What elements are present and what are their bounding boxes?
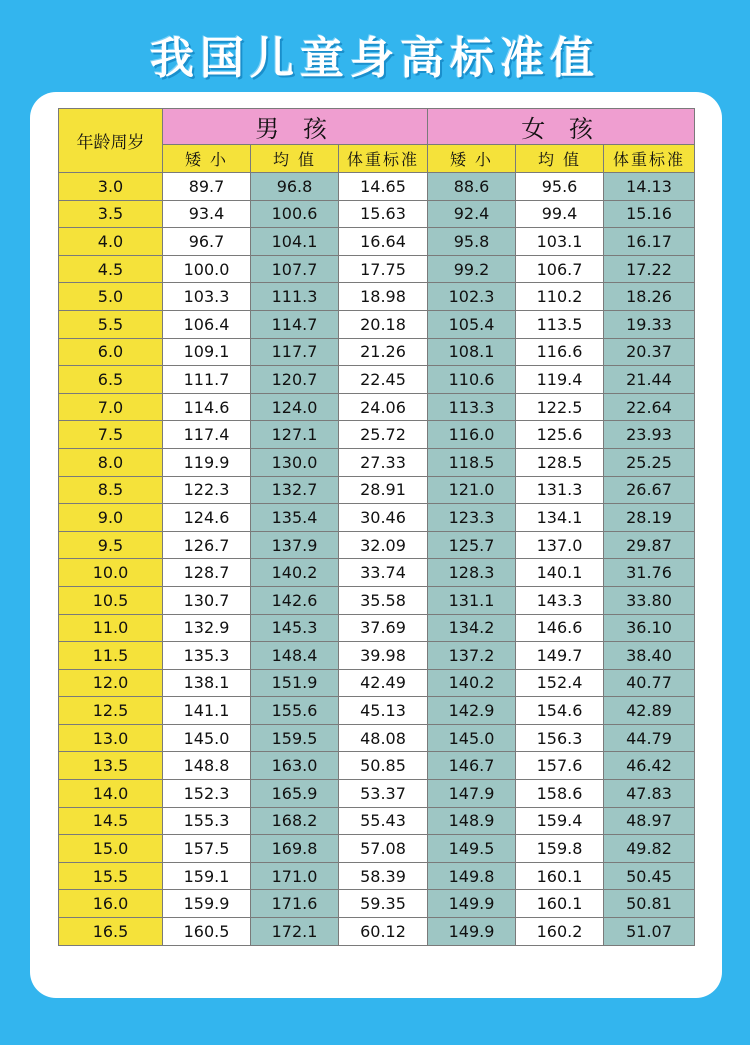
boys-weight-cell: 48.08: [339, 724, 428, 752]
table-row: [59, 476, 695, 504]
age-cell: 9.5: [59, 531, 163, 559]
table-row: [59, 835, 695, 863]
boys-mean-cell: 165.9: [251, 780, 339, 808]
girls-weight-cell: 23.93: [604, 421, 695, 449]
table-row: [59, 255, 695, 283]
girls-weight-cell: 47.83: [604, 780, 695, 808]
girls-weight-cell: 31.76: [604, 559, 695, 587]
table-row: [59, 586, 695, 614]
girls-short-cell: 145.0: [428, 724, 516, 752]
age-cell: 7.5: [59, 421, 163, 449]
boys-short-cell: 109.1: [163, 338, 251, 366]
boys-weight-cell: 45.13: [339, 697, 428, 725]
girls-short-cell: 137.2: [428, 642, 516, 670]
boys-short-cell: 100.0: [163, 255, 251, 283]
girls-mean-cell: 158.6: [516, 780, 604, 808]
boys-short-cell: 132.9: [163, 614, 251, 642]
girls-short-cell: 88.6: [428, 173, 516, 201]
table-row: [59, 890, 695, 918]
boys-weight-cell: 21.26: [339, 338, 428, 366]
girls-weight-cell: 29.87: [604, 531, 695, 559]
boys-weight-cell: 57.08: [339, 835, 428, 863]
age-cell: 16.0: [59, 890, 163, 918]
age-cell: 8.5: [59, 476, 163, 504]
girls-weight-cell: 36.10: [604, 614, 695, 642]
age-cell: 6.5: [59, 366, 163, 394]
table-row: [59, 862, 695, 890]
boys-weight-cell: 50.85: [339, 752, 428, 780]
girls-mean-cell: 119.4: [516, 366, 604, 394]
boys-header: 男 孩: [163, 109, 428, 145]
boys-weight-cell: 33.74: [339, 559, 428, 587]
girls-short-cell: 128.3: [428, 559, 516, 587]
girls-weight-cell: 22.64: [604, 393, 695, 421]
girls-weight-cell: 49.82: [604, 835, 695, 863]
boys-mean-cell: 168.2: [251, 807, 339, 835]
girls-weight-cell: 33.80: [604, 586, 695, 614]
boys-mean-cell: 137.9: [251, 531, 339, 559]
table-row: [59, 559, 695, 587]
boys-short-cell: 128.7: [163, 559, 251, 587]
girls-weight-cell: 14.13: [604, 173, 695, 201]
boys-mean-cell: 114.7: [251, 310, 339, 338]
girls-mean-cell: 128.5: [516, 448, 604, 476]
age-cell: 11.5: [59, 642, 163, 670]
girls-short-cell: 149.8: [428, 862, 516, 890]
boys-weight-cell: 60.12: [339, 918, 428, 946]
girls-weight-cell: 21.44: [604, 366, 695, 394]
girls-mean-cell: 103.1: [516, 228, 604, 256]
boys-weight-header: 体重标准: [339, 145, 428, 173]
boys-short-cell: 96.7: [163, 228, 251, 256]
girls-short-cell: 116.0: [428, 421, 516, 449]
boys-short-cell: 159.1: [163, 862, 251, 890]
boys-mean-cell: 159.5: [251, 724, 339, 752]
height-standard-table: [58, 108, 695, 946]
girls-short-cell: 95.8: [428, 228, 516, 256]
girls-weight-header: 体重标准: [604, 145, 695, 173]
age-cell: 14.5: [59, 807, 163, 835]
age-cell: 10.5: [59, 586, 163, 614]
boys-short-cell: 119.9: [163, 448, 251, 476]
girls-weight-cell: 15.16: [604, 200, 695, 228]
age-cell: 10.0: [59, 559, 163, 587]
table-row: [59, 669, 695, 697]
girls-weight-cell: 20.37: [604, 338, 695, 366]
boys-weight-cell: 30.46: [339, 504, 428, 532]
boys-mean-header: 均 值: [251, 145, 339, 173]
boys-mean-cell: 132.7: [251, 476, 339, 504]
girls-short-cell: 134.2: [428, 614, 516, 642]
boys-mean-cell: 155.6: [251, 697, 339, 725]
girls-weight-cell: 16.17: [604, 228, 695, 256]
girls-short-cell: 118.5: [428, 448, 516, 476]
table-row: [59, 200, 695, 228]
boys-short-cell: 89.7: [163, 173, 251, 201]
girls-mean-cell: 159.4: [516, 807, 604, 835]
boys-mean-cell: 171.0: [251, 862, 339, 890]
girls-mean-cell: 146.6: [516, 614, 604, 642]
table-row: [59, 504, 695, 532]
girls-mean-cell: 154.6: [516, 697, 604, 725]
age-cell: 5.0: [59, 283, 163, 311]
boys-mean-cell: 107.7: [251, 255, 339, 283]
age-cell: 8.0: [59, 448, 163, 476]
girls-mean-cell: 110.2: [516, 283, 604, 311]
table-row: [59, 724, 695, 752]
table-row: [59, 338, 695, 366]
boys-weight-cell: 18.98: [339, 283, 428, 311]
table-row: [59, 531, 695, 559]
girls-mean-cell: 125.6: [516, 421, 604, 449]
table-row: [59, 393, 695, 421]
girls-short-cell: 99.2: [428, 255, 516, 283]
girls-weight-cell: 51.07: [604, 918, 695, 946]
boys-weight-cell: 22.45: [339, 366, 428, 394]
boys-weight-cell: 28.91: [339, 476, 428, 504]
girls-short-cell: 149.5: [428, 835, 516, 863]
boys-mean-cell: 163.0: [251, 752, 339, 780]
boys-short-header: 矮 小: [163, 145, 251, 173]
girls-mean-cell: 113.5: [516, 310, 604, 338]
boys-mean-cell: 142.6: [251, 586, 339, 614]
boys-weight-cell: 14.65: [339, 173, 428, 201]
girls-weight-cell: 25.25: [604, 448, 695, 476]
girls-weight-cell: 18.26: [604, 283, 695, 311]
girls-short-cell: 148.9: [428, 807, 516, 835]
boys-weight-cell: 37.69: [339, 614, 428, 642]
boys-mean-cell: 104.1: [251, 228, 339, 256]
girls-short-cell: 142.9: [428, 697, 516, 725]
table-row: [59, 310, 695, 338]
girls-mean-cell: 122.5: [516, 393, 604, 421]
girls-weight-cell: 17.22: [604, 255, 695, 283]
boys-short-cell: 152.3: [163, 780, 251, 808]
girls-weight-cell: 50.45: [604, 862, 695, 890]
table-row: [59, 283, 695, 311]
boys-weight-cell: 15.63: [339, 200, 428, 228]
girls-short-cell: 147.9: [428, 780, 516, 808]
table-row: [59, 780, 695, 808]
boys-weight-cell: 16.64: [339, 228, 428, 256]
age-cell: 15.0: [59, 835, 163, 863]
age-cell: 13.0: [59, 724, 163, 752]
boys-weight-cell: 17.75: [339, 255, 428, 283]
boys-mean-cell: 96.8: [251, 173, 339, 201]
boys-weight-cell: 27.33: [339, 448, 428, 476]
age-cell: 14.0: [59, 780, 163, 808]
boys-weight-cell: 58.39: [339, 862, 428, 890]
boys-mean-cell: 135.4: [251, 504, 339, 532]
girls-mean-cell: 157.6: [516, 752, 604, 780]
boys-short-cell: 138.1: [163, 669, 251, 697]
boys-short-cell: 145.0: [163, 724, 251, 752]
table-row: [59, 421, 695, 449]
girls-short-cell: 110.6: [428, 366, 516, 394]
boys-short-cell: 106.4: [163, 310, 251, 338]
boys-weight-cell: 32.09: [339, 531, 428, 559]
girls-mean-cell: 159.8: [516, 835, 604, 863]
boys-short-cell: 124.6: [163, 504, 251, 532]
girls-weight-cell: 38.40: [604, 642, 695, 670]
boys-weight-cell: 55.43: [339, 807, 428, 835]
girls-short-cell: 146.7: [428, 752, 516, 780]
girls-mean-cell: 99.4: [516, 200, 604, 228]
boys-mean-cell: 117.7: [251, 338, 339, 366]
boys-mean-cell: 127.1: [251, 421, 339, 449]
boys-mean-cell: 171.6: [251, 890, 339, 918]
girls-weight-cell: 28.19: [604, 504, 695, 532]
boys-short-cell: 157.5: [163, 835, 251, 863]
boys-mean-cell: 172.1: [251, 918, 339, 946]
boys-mean-cell: 145.3: [251, 614, 339, 642]
boys-short-cell: 103.3: [163, 283, 251, 311]
girls-short-cell: 102.3: [428, 283, 516, 311]
table-row: [59, 697, 695, 725]
table-row: [59, 807, 695, 835]
age-cell: 6.0: [59, 338, 163, 366]
girls-short-cell: 131.1: [428, 586, 516, 614]
boys-mean-cell: 140.2: [251, 559, 339, 587]
girls-weight-cell: 26.67: [604, 476, 695, 504]
table-row: [59, 614, 695, 642]
age-cell: 5.5: [59, 310, 163, 338]
girls-mean-cell: 160.1: [516, 890, 604, 918]
girls-weight-cell: 44.79: [604, 724, 695, 752]
girls-short-cell: 149.9: [428, 918, 516, 946]
boys-mean-cell: 100.6: [251, 200, 339, 228]
page-title: 我国儿童身高标准值: [150, 33, 600, 84]
girls-weight-cell: 50.81: [604, 890, 695, 918]
boys-short-cell: 93.4: [163, 200, 251, 228]
table-row: [59, 752, 695, 780]
boys-weight-cell: 25.72: [339, 421, 428, 449]
girls-mean-cell: 160.1: [516, 862, 604, 890]
age-cell: 12.0: [59, 669, 163, 697]
boys-mean-cell: 169.8: [251, 835, 339, 863]
girls-mean-cell: 160.2: [516, 918, 604, 946]
boys-weight-cell: 35.58: [339, 586, 428, 614]
girls-short-cell: 123.3: [428, 504, 516, 532]
age-cell: 4.0: [59, 228, 163, 256]
boys-weight-cell: 39.98: [339, 642, 428, 670]
table-body: [59, 173, 695, 946]
girls-mean-cell: 95.6: [516, 173, 604, 201]
girls-short-cell: 92.4: [428, 200, 516, 228]
boys-short-cell: 159.9: [163, 890, 251, 918]
age-cell: 7.0: [59, 393, 163, 421]
age-cell: 4.5: [59, 255, 163, 283]
boys-short-cell: 160.5: [163, 918, 251, 946]
girls-short-cell: 121.0: [428, 476, 516, 504]
girls-mean-cell: 134.1: [516, 504, 604, 532]
girls-mean-cell: 131.3: [516, 476, 604, 504]
girls-short-header: 矮 小: [428, 145, 516, 173]
boys-mean-cell: 120.7: [251, 366, 339, 394]
boys-short-cell: 117.4: [163, 421, 251, 449]
girls-weight-cell: 40.77: [604, 669, 695, 697]
girls-mean-cell: 152.4: [516, 669, 604, 697]
boys-short-cell: 111.7: [163, 366, 251, 394]
girls-header: 女 孩: [428, 109, 695, 145]
boys-short-cell: 130.7: [163, 586, 251, 614]
girls-mean-cell: 143.3: [516, 586, 604, 614]
age-cell: 3.5: [59, 200, 163, 228]
boys-mean-cell: 111.3: [251, 283, 339, 311]
boys-weight-cell: 24.06: [339, 393, 428, 421]
table-row: [59, 642, 695, 670]
table-row: [59, 918, 695, 946]
boys-short-cell: 122.3: [163, 476, 251, 504]
boys-weight-cell: 59.35: [339, 890, 428, 918]
girls-mean-cell: 116.6: [516, 338, 604, 366]
age-cell: 15.5: [59, 862, 163, 890]
age-cell: 16.5: [59, 918, 163, 946]
boys-mean-cell: 148.4: [251, 642, 339, 670]
girls-mean-cell: 140.1: [516, 559, 604, 587]
age-cell: 3.0: [59, 173, 163, 201]
age-cell: 9.0: [59, 504, 163, 532]
girls-short-cell: 113.3: [428, 393, 516, 421]
table-row: [59, 448, 695, 476]
girls-weight-cell: 42.89: [604, 697, 695, 725]
boys-short-cell: 148.8: [163, 752, 251, 780]
girls-mean-cell: 137.0: [516, 531, 604, 559]
table-row: [59, 173, 695, 201]
girls-short-cell: 149.9: [428, 890, 516, 918]
age-cell: 12.5: [59, 697, 163, 725]
boys-weight-cell: 42.49: [339, 669, 428, 697]
girls-mean-cell: 156.3: [516, 724, 604, 752]
age-cell: 13.5: [59, 752, 163, 780]
table-row: [59, 366, 695, 394]
boys-short-cell: 141.1: [163, 697, 251, 725]
girls-mean-cell: 149.7: [516, 642, 604, 670]
boys-weight-cell: 20.18: [339, 310, 428, 338]
table-row: [59, 228, 695, 256]
girls-short-cell: 125.7: [428, 531, 516, 559]
girls-short-cell: 140.2: [428, 669, 516, 697]
boys-weight-cell: 53.37: [339, 780, 428, 808]
girls-weight-cell: 19.33: [604, 310, 695, 338]
age-cell: 11.0: [59, 614, 163, 642]
girls-weight-cell: 46.42: [604, 752, 695, 780]
girls-short-cell: 108.1: [428, 338, 516, 366]
boys-short-cell: 155.3: [163, 807, 251, 835]
boys-mean-cell: 130.0: [251, 448, 339, 476]
boys-short-cell: 135.3: [163, 642, 251, 670]
girls-mean-header: 均 值: [516, 145, 604, 173]
boys-short-cell: 114.6: [163, 393, 251, 421]
boys-mean-cell: 151.9: [251, 669, 339, 697]
age-column-header: 年龄周岁: [59, 109, 163, 173]
boys-mean-cell: 124.0: [251, 393, 339, 421]
girls-weight-cell: 48.97: [604, 807, 695, 835]
girls-mean-cell: 106.7: [516, 255, 604, 283]
girls-short-cell: 105.4: [428, 310, 516, 338]
boys-short-cell: 126.7: [163, 531, 251, 559]
